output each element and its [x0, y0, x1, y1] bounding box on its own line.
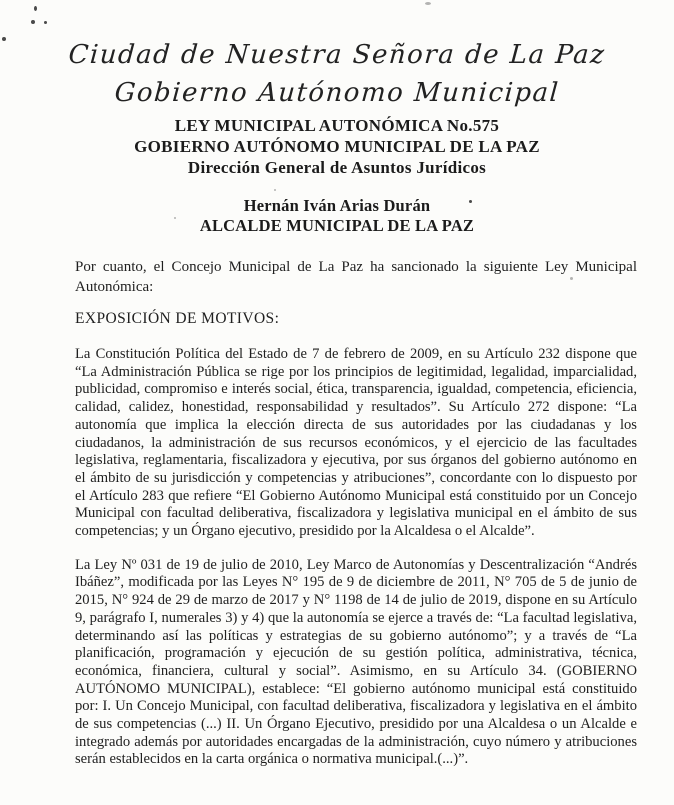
letterhead-government-script: Gobierno Autónomo Municipal — [113, 78, 561, 108]
document-body — [0, 258, 674, 769]
letterhead — [0, 0, 674, 112]
title-block — [0, 115, 674, 178]
mayor-name: Hernán Iván Arias Durán — [243, 196, 431, 215]
mayor-title: ALCALDE MUNICIPAL DE LA PAZ — [199, 216, 475, 235]
motives-paragraph-2: La Ley Nº 031 de 19 de julio de 2010, Ley Marco de Autonomías y Descentralización “Andrés Ibáñez”, modificada por las Leyes N° 195 de 9 de diciembre de 2011, N° 705 de 5 de junio de 2015, N° 924 de 29 de marzo de 2017 y N° 1198 de 14 de julio de 2019, dispone en su Artículo 9, parágrafo I, numerales 3) y 4) que la autonomía se ejerce a través de: “La facultad legislativa, determinando así las políticas y estrategias de su gobierno autónomo”; y a través de “La planificación, programación y ejecución de su gestión política, administrativa, técnica, económica, financiera, cultural y social”. Asimismo, en su Artículo 34. (GOBIERNO AUTÓNOMO MUNICIPAL), establece: “El gobierno autónomo municipal está constituido por: I. Un Concejo Municipal, con facultad deliberativa, fiscalizadora y legislativa en el ámbito de sus competencias (...) II. Un Órgano Ejecutivo, presidido por una Alcaldesa o un Alcalde e integrado además por autoridades encargadas de la administración, cuyo número y atribuciones serán establecidos en la carta orgánica o normativa municipal.(...)”. — [75, 556, 637, 768]
motives-paragraph-1: La Constitución Política del Estado de 7 de febrero de 2009, en su Artículo 232 dispone que “La Administración Pública se rige por los principios de legitimidad, legalidad, imparcialidad, publicidad, compromiso e interés social, ética, transparencia, igualdad, competencia, eficiencia, calidad, calidez, honestidad, responsabilidad y resultados”. Su Artículo 272 dispone: “La autonomía que implica la elección directa de sus autoridades por las ciudadanas y los ciudadanos, la administración de sus recursos económicos, y el ejercicio de las facultades legislativa, reglamentaria, fiscalizadora y ejecutiva, por sus órganos del gobierno autónomo en el ámbito de su jurisdicción y competencias y atribuciones”, concordante con lo dispuesto por el Artículo 283 que refiere “El Gobierno Autónomo Municipal está constituido por un Concejo Municipal con facultad deliberativa, fiscalizadora y legislativa municipal en el ámbito de sus competencias; y un Órgano ejecutivo, presidido por la Alcaldesa o el Alcalde”. — [75, 346, 637, 540]
preamble-paragraph: Por cuanto, el Concejo Municipal de La Paz ha sancionado la siguiente Ley Municipal Autonómica: — [75, 259, 637, 295]
scan-speck — [34, 6, 37, 11]
department-title: Dirección General de Asuntos Jurídicos — [187, 158, 487, 177]
scan-speck — [469, 200, 472, 203]
law-number-title: LEY MUNICIPAL AUTONÓMICA No.575 — [174, 116, 500, 135]
scan-speck — [31, 20, 35, 24]
scan-speck — [174, 217, 176, 219]
section-heading-exposicion-de-motivos: EXPOSICIÓN DE MOTIVOS: — [75, 310, 280, 327]
scan-speck — [274, 189, 276, 191]
signatory-block — [0, 196, 674, 236]
scan-speck — [570, 277, 573, 280]
scan-speck — [44, 21, 47, 24]
scan-speck — [425, 2, 431, 5]
letterhead-city-script: Ciudad de Nuestra Señora de La Paz — [67, 40, 607, 70]
government-title: GOBIERNO AUTÓNOMO MUNICIPAL DE LA PAZ — [134, 137, 540, 156]
